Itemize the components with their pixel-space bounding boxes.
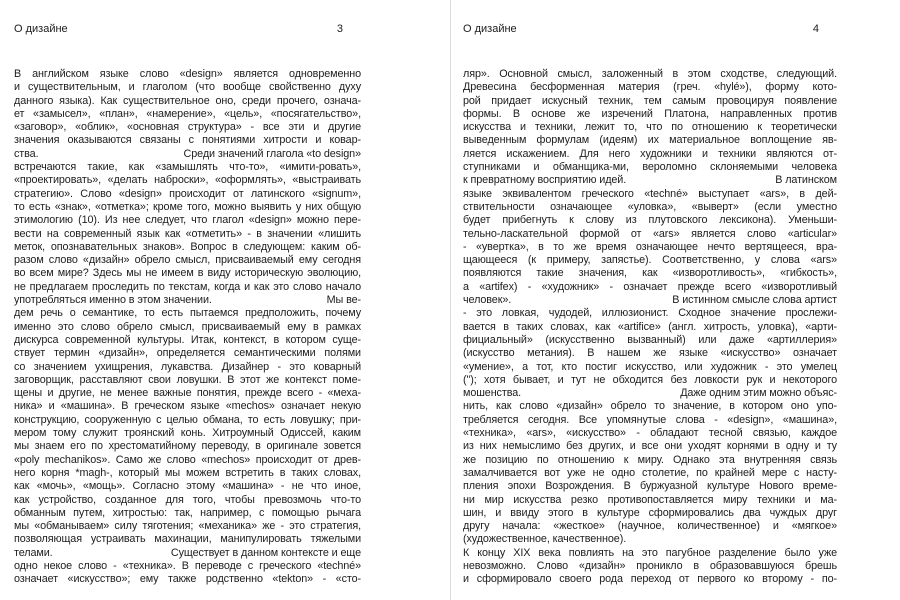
text-line: употребляться именно в этом значении. Мы ве-: [14, 294, 361, 307]
text-line: человек». В истинном смысле слова артист: [463, 294, 837, 307]
text-line: (искусство метания). В нашем же языке «искусство» означает: [463, 347, 837, 360]
text-line: выведенным формулам (идеям) их материальное воплощение яв-: [463, 134, 837, 147]
text-line: же позицию по отношению к миру. Однако эта внутренняя связь: [463, 453, 837, 466]
page-number: 4: [812, 23, 819, 35]
text-line: во всем мире? Здесь мы не имеем в виду историческую эволюцию,: [14, 267, 361, 280]
text-line: к превратному восприятию идей. В латинском: [463, 174, 837, 187]
text-line: меток, опознавательных знаков». Вопрос в следующем: каким об-: [14, 240, 361, 253]
text-line: вести на современный язык как «отметить» - в значении «лишить: [14, 227, 361, 240]
text-line: заговорщик, расставляют свои ловушки. В этот же контекст поме-: [14, 373, 361, 386]
text-line: - «увертка», в то же время означающее нечто вертящееся, вра-: [463, 240, 837, 253]
text-line: данного языка). Как существительное оно, среди прочего, означа-: [14, 94, 361, 107]
text-line: стратегию». Слово «design» происходит от латинского «signum»,: [14, 187, 361, 200]
text-line: мером тому служит троянский конь. Хитроумный Одиссей, каким: [14, 427, 361, 440]
text-line: ("); хотя бывает, и тут не обходится без ловкости рук и некоторого: [463, 373, 837, 386]
text-line: из них немыслимо без других, и все они уходят корнями в одну и ту: [463, 440, 837, 453]
text-line: фициальный» (искусственно вызванный) или даже «артиллерия»: [463, 333, 837, 346]
text-line: встречаются такие, как «замышлять что-то», «имити-ровать»,: [14, 161, 361, 174]
text-line: будет прибегнуть к слову из плутовского лексикона). Уменьши-: [463, 214, 837, 227]
text-line: со значением ухищрения, лукавства. Дизайнер - это коварный: [14, 360, 361, 373]
page-header: [463, 23, 837, 36]
page-number: 3: [336, 23, 343, 35]
text-line: «заговор», «облик», «основная структура» - все эти и другие: [14, 121, 361, 134]
text-line: ствует термин «дизайн», определяется семантическими полями: [14, 347, 361, 360]
text-line: позволяющая устраивать махинации, манипулировать тяжелыми: [14, 533, 361, 546]
text-line: «poly mechanikos». Само же слово «mechos» происходит от древ-: [14, 453, 361, 466]
text-line: щены и другие, не менее важные понятия, прежде всего - «меха-: [14, 387, 361, 400]
text-line: конструкцию, сооруженную с целью обмана, то есть ловушку; при-: [14, 413, 361, 426]
text-line: В английском языке слово «design» является одновременно: [14, 68, 361, 80]
text-line: тельно-ласкательной формой от «ars» является слово «articular»: [463, 227, 837, 240]
text-line: (художественное, качественное).: [463, 533, 627, 546]
text-line: как «мочь», «мощь». Согласно этому «машина» - не что иное,: [14, 480, 361, 493]
text-line: ет «замысел», «план», «намерение», «цель», «посягательство»,: [14, 107, 361, 120]
text-line: то есть «знак», «отметка»; кроме того, можно выявить у них общую: [14, 200, 361, 213]
text-line: искусства и техники, лежит то, что по отношению к теоретически: [463, 121, 837, 134]
text-line: пления эпохи Возрождения. В буржуазной культуре Нового време-: [463, 480, 837, 493]
text-line: шин, и ввиду этого в культуре сформировались два чуждых друг: [463, 506, 837, 519]
text-line: а «artifex) - «художник» - означает прежде всего «изворотливый: [463, 280, 837, 293]
text-line: - это ловкая, чудодей, иллюзионист. Сходное значение прослежи-: [463, 307, 837, 320]
page-4: [463, 0, 837, 600]
page-title: О дизайне: [14, 23, 68, 35]
page-3: [14, 0, 361, 600]
text-line: «умение», а тот, кто постиг искусство, или художник - это умелец: [463, 360, 837, 373]
text-line: К концу XIX века повлиять на это пагубное разделение было уже: [463, 546, 837, 559]
text-line: замалчивается вот уже не одно столетие, по крайней мере с насту-: [463, 466, 837, 479]
text-line: мошенства. Даже одним этим можно объяс-: [463, 387, 837, 400]
text-line: другу начала: «жесткое» (научное, количественное) и «мягкое»: [463, 520, 837, 533]
text-line: именно это слово обрело смысл, присваиваемый ему в рамках: [14, 320, 361, 333]
text-line: обманным путем, хитростью: так, например, с помощью рычага: [14, 506, 361, 519]
text-line: ляется искажением. Для него художники и техники являются от-: [463, 147, 837, 160]
text-line: означает «искусство»; ему также родственно «tekton» - «сто-: [14, 573, 361, 586]
text-line: этимологию (10). Из нее следует, что глагол «design» можно пере-: [14, 214, 361, 227]
text-line: языке эквивалентом греческого «techné» выступает «ars», в дей-: [463, 187, 837, 200]
text-line: появляются такие значения, как «изворотливость», «гибкость»,: [463, 267, 837, 280]
text-line: мы знаем его по хрестоматийному переводу, в оригинале зовется: [14, 440, 361, 453]
text-line: невозможно. Слово «дизайн» проникло в образовавшуюся брешь: [463, 559, 837, 572]
text-line: щающееся (к примеру, запястье). Соответственно, у слова «ars»: [463, 254, 837, 267]
text-line: «техника», «ars», «искусство» - обладают тесной связью, каждое: [463, 427, 837, 440]
text-line: значения оказываются связаны с понятиями хитрости и ковар-: [14, 134, 361, 147]
text-line: рой придает искусный техник, тем самым провоцируя появление: [463, 94, 837, 107]
text-line: дем речь о семантике, то есть пытаемся предположить, почему: [14, 307, 361, 320]
text-line: и сформировало своего рода переход от первого ко второму - по-: [463, 573, 837, 586]
text-line: ни мир искусства резко противопоставляется миру техники и ма-: [463, 493, 837, 506]
page-title: О дизайне: [463, 23, 517, 35]
text-line: мы «обманываем» силу тяготения; «механика» же - это стратегия,: [14, 520, 361, 533]
text-line: как устройство, созданное для того, чтобы превозмочь что-то: [14, 493, 361, 506]
text-line: ства. Среди значений глагола «to design»: [14, 147, 361, 160]
text-line: формы. В основе же изречений Платона, направленных против: [463, 107, 837, 120]
page-header: [14, 23, 361, 36]
text-line: нить, как слово «дизайн» обрело то значение, в котором оно упо-: [463, 400, 837, 413]
text-line: требляется сегодня. Все упомянутые слова - «design», «машина»,: [463, 413, 837, 426]
text-line: не предлагаем проследить по текстам, когда и как это слово начало: [14, 280, 361, 293]
text-line: вается в таких словах, как «artifice» (англ. хитрость, уловка), «арти-: [463, 320, 837, 333]
page-body: [463, 68, 837, 587]
page-body: [14, 68, 361, 587]
text-line: него корня *magh-, который мы можем встретить в таких словах,: [14, 466, 361, 479]
text-line: ствительности означающее «уловка», «выверт» (если уместно: [463, 200, 837, 213]
text-line: Древесина бесформенная материя (греч. «hylé»), форму кото-: [463, 81, 837, 94]
text-line: и существительным, и глаголом (что вообще свойственно духу: [14, 81, 361, 94]
text-line: одно некое слово - «техника». В переводе с греческого «techné»: [14, 559, 361, 572]
text-line: «проектировать», «делать наброски», «оформлять», «выстраивать: [14, 174, 361, 187]
text-line: телами. Существует в данном контексте и еще: [14, 546, 361, 559]
page-divider: [450, 0, 451, 600]
text-line: дискурса современной культуры. Итак, контекст, в котором суще-: [14, 333, 361, 346]
text-line: ника» и «машина». В греческом языке «mechos» означает некую: [14, 400, 361, 413]
text-line: разом слово «дизайн» обрело смысл, присваиваемый ему сегодня: [14, 254, 361, 267]
text-line: ляр». Основной смысл, заложенный в этом сходстве, следующий.: [463, 68, 837, 80]
text-line: ступниками и обманщика-ми, вероломно склоняемыми человека: [463, 161, 837, 174]
